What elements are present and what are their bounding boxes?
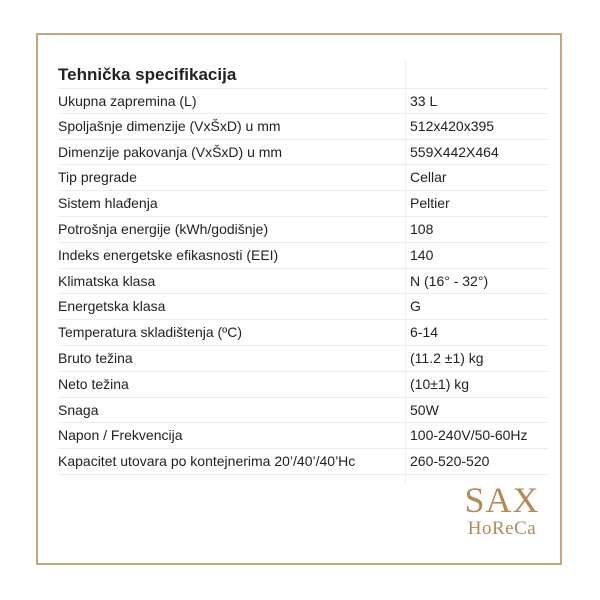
spec-row xyxy=(58,372,548,398)
spec-label: Klimatska klasa xyxy=(58,272,156,289)
spec-row xyxy=(58,243,548,269)
spec-row xyxy=(58,294,548,320)
spec-heading: Tehnička specifikacija xyxy=(58,65,237,84)
spec-value: 512x420x395 xyxy=(410,117,495,134)
spec-label: Kapacitet utovara po kontejnerima 20’/40’/40’Hc xyxy=(58,453,356,470)
spec-value: 260-520-520 xyxy=(410,453,490,470)
spec-row xyxy=(58,398,548,424)
spec-row xyxy=(58,320,548,346)
spec-value: 100-240V/50-60Hz xyxy=(410,427,528,444)
spec-row xyxy=(58,88,548,114)
spec-value: 33 L xyxy=(410,93,438,109)
spec-value: 6-14 xyxy=(410,324,439,341)
spec-label: Snaga xyxy=(58,401,99,418)
spec-label: Bruto težina xyxy=(58,349,133,366)
spec-row xyxy=(58,269,548,295)
spec-label: Dimenzije pakovanja (VxŠxD) u mm xyxy=(58,143,283,160)
spec-row xyxy=(58,217,548,243)
spec-label: Temperatura skladištenja (ºC) xyxy=(58,324,243,341)
spec-value: 559X442X464 xyxy=(410,143,499,160)
spec-label: Potrošnja energije (kWh/godišnje) xyxy=(58,220,269,237)
brand-logo-sub: HoReCa xyxy=(467,518,537,539)
spec-value: 108 xyxy=(410,220,434,237)
spec-value: Peltier xyxy=(410,195,450,212)
spec-value: Cellar xyxy=(410,169,447,186)
spec-row xyxy=(58,449,548,475)
spec-row xyxy=(58,140,548,166)
spec-value: (11.2 ±1) kg xyxy=(410,349,484,366)
spec-table xyxy=(58,88,548,475)
spec-row xyxy=(58,191,548,217)
spec-row xyxy=(58,114,548,140)
spec-row xyxy=(58,423,548,449)
brand-logo xyxy=(454,482,550,540)
spec-row xyxy=(58,346,548,372)
spec-label: Spoljašnje dimenzije (VxŠxD) u mm xyxy=(58,117,281,134)
spec-value: N (16° - 32°) xyxy=(410,272,489,289)
spec-value: 50W xyxy=(410,401,439,418)
spec-label: Indeks energetske efikasnosti (EEI) xyxy=(58,246,279,263)
spec-label: Sistem hlađenja xyxy=(58,195,158,212)
spec-label: Energetska klasa xyxy=(58,298,166,315)
spec-row xyxy=(58,165,548,191)
spec-value: (10±1) kg xyxy=(410,375,470,392)
spec-label: Napon / Frekvencija xyxy=(58,427,183,444)
spec-label: Neto težina xyxy=(58,375,129,392)
spec-value: G xyxy=(410,298,421,315)
brand-logo-main: SAX xyxy=(464,480,540,520)
spec-label: Tip pregrade xyxy=(58,169,137,186)
spec-label: Ukupna zapremina (L) xyxy=(58,93,197,109)
spec-value: 140 xyxy=(410,246,434,263)
